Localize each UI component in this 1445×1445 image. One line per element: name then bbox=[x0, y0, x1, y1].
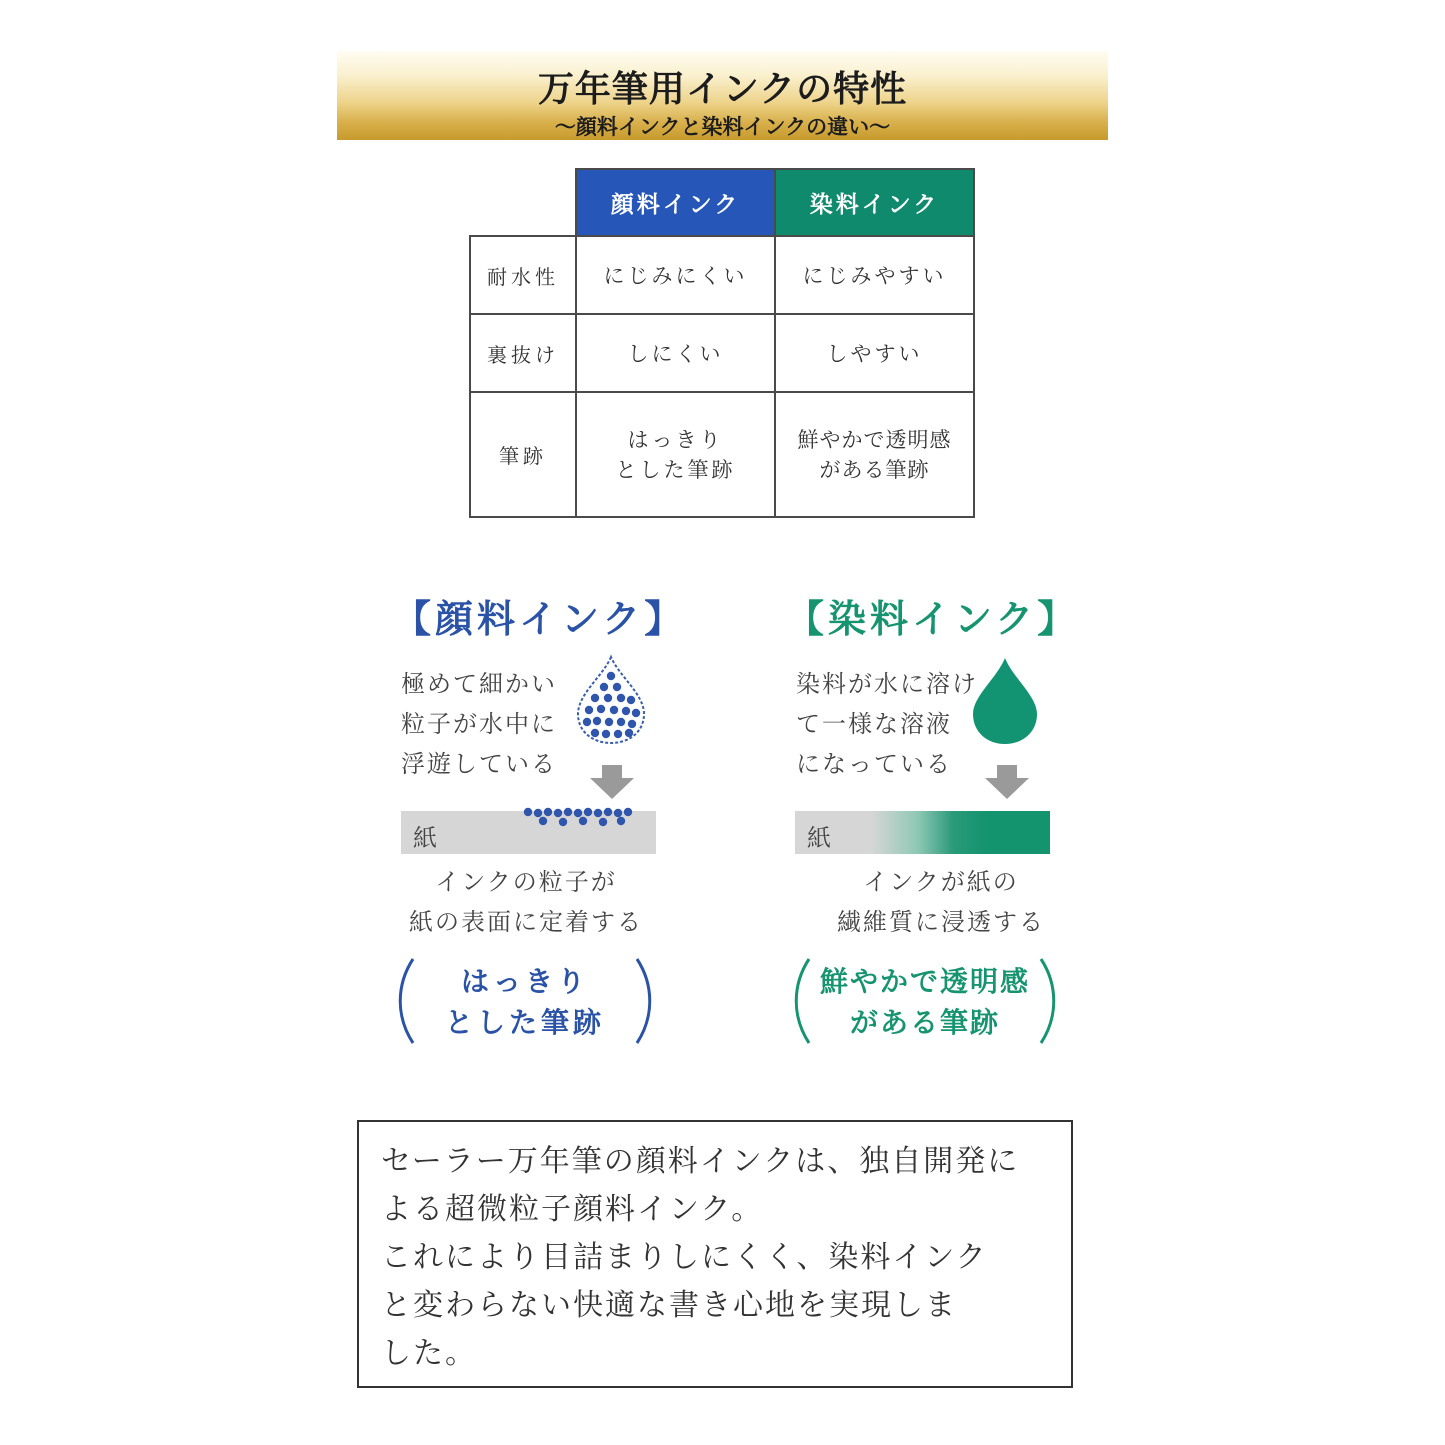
desc-line: 極めて細かい bbox=[401, 670, 557, 698]
page-title: 万年筆用インクの特性 bbox=[537, 68, 908, 110]
note-line: セーラー万年筆の顔料インクは、独自開発に bbox=[381, 1144, 1020, 1179]
pigment-trace-callout bbox=[393, 955, 657, 1047]
comparison-table bbox=[469, 168, 975, 518]
cell-line: がある筆跡 bbox=[819, 457, 930, 482]
trace-line: はっきり bbox=[460, 965, 589, 998]
note-line: した。 bbox=[381, 1336, 477, 1371]
note-line: と変わらない快適な書き心地を実現しま bbox=[381, 1288, 957, 1323]
trace-line: とした筆跡 bbox=[444, 1006, 605, 1039]
table-cell bbox=[576, 392, 775, 517]
desc-line: 粒子が水中に bbox=[401, 710, 557, 738]
dye-drop-icon bbox=[969, 656, 1041, 750]
table-cell: にじみやすい bbox=[775, 236, 974, 314]
table-cell: にじみにくい bbox=[576, 236, 775, 314]
table-cell: しにくい bbox=[576, 314, 775, 392]
trace-line: がある筆跡 bbox=[849, 1006, 1000, 1039]
table-row bbox=[470, 236, 974, 314]
pigment-ink-title: 【顔料インク】 bbox=[393, 597, 687, 641]
result-line: 紙の表面に定着する bbox=[409, 908, 643, 936]
row-label: 裏抜け bbox=[470, 314, 576, 392]
cell-line: はっきり bbox=[627, 427, 724, 452]
dye-trace-callout bbox=[793, 955, 1057, 1047]
header-pigment-ink: 顔料インク bbox=[576, 169, 775, 236]
table-header-row bbox=[470, 169, 974, 236]
table-cell bbox=[775, 392, 974, 517]
table-row bbox=[470, 314, 974, 392]
desc-line: 染料が水に溶け bbox=[796, 670, 978, 698]
page-subtitle: 〜顔料インクと染料インクの違い〜 bbox=[554, 114, 891, 139]
result-line: インクの粒子が bbox=[435, 868, 617, 896]
row-label: 耐水性 bbox=[470, 236, 576, 314]
paper-label: 紙 bbox=[807, 824, 831, 852]
table-cell: しやすい bbox=[775, 314, 974, 392]
note-line: これにより目詰まりしにくく、染料インク bbox=[381, 1240, 988, 1275]
header-dye-ink: 染料インク bbox=[775, 169, 974, 236]
pigment-description bbox=[401, 664, 557, 784]
note-line: よる超微粒子顔料インク。 bbox=[381, 1192, 764, 1227]
dye-ink-title: 【染料インク】 bbox=[786, 597, 1080, 641]
result-line: 繊維質に浸透する bbox=[837, 908, 1045, 936]
table-corner bbox=[470, 169, 576, 236]
pigment-result bbox=[366, 862, 686, 942]
table-row bbox=[470, 392, 974, 517]
arrow-down-icon bbox=[590, 765, 634, 803]
dye-description bbox=[796, 664, 978, 784]
trace-line: 鮮やかで透明感 bbox=[819, 965, 1030, 998]
result-line: インクが紙の bbox=[863, 868, 1019, 896]
paper-label: 紙 bbox=[413, 824, 437, 852]
row-label: 筆跡 bbox=[470, 392, 576, 517]
dye-result bbox=[781, 862, 1101, 942]
pigment-particles-icon bbox=[521, 804, 641, 834]
pigment-drop-icon bbox=[573, 654, 649, 750]
pigment-trace-text bbox=[413, 961, 637, 1043]
cell-line: とした筆跡 bbox=[615, 457, 736, 482]
desc-line: になっている bbox=[796, 750, 952, 778]
paper-strip bbox=[795, 811, 1050, 854]
dye-trace-text bbox=[807, 961, 1043, 1043]
title-banner bbox=[337, 51, 1108, 140]
desc-line: 浮遊している bbox=[401, 750, 557, 778]
arrow-down-icon bbox=[985, 765, 1029, 803]
desc-line: て一様な溶液 bbox=[796, 710, 952, 738]
cell-line: 鮮やかで透明感 bbox=[797, 427, 952, 452]
note-box bbox=[357, 1120, 1073, 1388]
